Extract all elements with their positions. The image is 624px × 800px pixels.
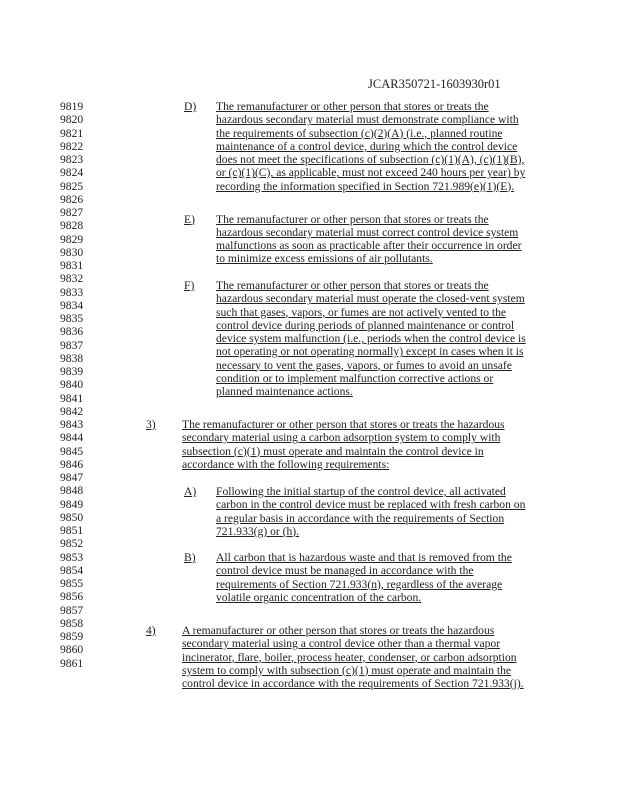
text-line: incinerator, flare, boiler, process heater, condenser, or carbon adsorption (182, 650, 517, 664)
line-number: 9825 (60, 179, 84, 193)
line-number: 9839 (60, 365, 84, 378)
line-number: 9830 (60, 245, 84, 259)
line-number: 9832 (60, 272, 84, 286)
line-number: 9858 (60, 616, 84, 630)
text-line: The remanufacturer or other person that stores or treats the (216, 100, 489, 113)
text-line: The remanufacturer or other person that stores or treats the (216, 279, 489, 292)
line-number: 9826 (60, 192, 84, 206)
line-number: 9842 (60, 404, 84, 418)
text-line: The remanufacturer or other person that stores or treats the hazardous (182, 418, 505, 431)
text-line: planned maintenance actions. (216, 385, 353, 398)
item-label-a: A) (184, 485, 197, 498)
item-label-b: B) (184, 551, 196, 564)
text-line: system to comply with subsection (c)(1) must operate and maintain the (182, 663, 512, 677)
line-number: 9829 (60, 232, 84, 246)
text-line: All carbon that is hazardous waste and that is removed from the (216, 551, 512, 564)
line-number: 9857 (60, 603, 84, 617)
text-line: A remanufacturer or other person that stores or treats the hazardous (182, 624, 495, 637)
line-number: 9823 (60, 153, 84, 166)
line-number: 9819 (60, 100, 84, 113)
line-number: 9845 (60, 444, 84, 458)
item-e-text (216, 213, 522, 266)
line-number: 9828 (60, 219, 84, 233)
text-line: such that gases, vapors, or fumes are not actively vented to the (216, 305, 507, 319)
text-line: recording the information specified in Section 721.989(e)(1)(E). (216, 179, 515, 193)
text-line: hazardous secondary material must correct control device system (216, 225, 519, 239)
line-number: 9834 (60, 298, 84, 312)
text-line: hazardous secondary material must demonstrate compliance with (216, 113, 519, 127)
text-line: secondary material using a control device other than a thermal vapor (182, 637, 501, 651)
line-number: 9841 (60, 391, 84, 405)
line-number: 9833 (60, 285, 84, 299)
item-d-text (216, 100, 525, 193)
line-number: 9854 (60, 563, 84, 577)
text-line: 721.933(g) or (h). (216, 524, 300, 538)
line-number: 9861 (60, 656, 84, 670)
line-number: 9824 (60, 166, 84, 180)
text-line: accordance with the following requirements: (182, 457, 390, 471)
line-number: 9821 (60, 126, 84, 140)
text-line: hazardous secondary material must operate the closed-vent system (216, 292, 525, 306)
text-line: condition or to implement malfunction corrective actions or (216, 371, 494, 385)
line-numbers (60, 100, 83, 670)
line-number: 9853 (60, 550, 84, 564)
item-4-text (182, 624, 524, 690)
line-number: 9838 (60, 351, 84, 365)
item-label-4: 4) (146, 624, 156, 637)
text-line: carbon in the control device must be replaced with fresh carbon on (216, 498, 526, 512)
text-line: to minimize excess emissions of air pollutants. (216, 252, 433, 266)
text-line: volatile organic concentration of the carbon. (216, 590, 422, 604)
text-line: malfunctions as soon as practicable after their occurrence in order (216, 239, 522, 252)
text-line: does not meet the specifications of subsection (c)(1)(A), (c)(1)(B), (216, 153, 525, 166)
line-number: 9852 (60, 537, 84, 551)
text-line: requirements of Section 721.933(n), regardless of the average (216, 577, 503, 591)
text-line: control device in accordance with the requirements of Section 721.933(j). (182, 677, 524, 690)
item-a-text (216, 485, 525, 538)
text-line: Following the initial startup of the control device, all activated (216, 485, 506, 498)
text-line: the requirements of subsection (c)(2)(A) (i.e., planned routine (216, 126, 503, 140)
item-3-text (182, 418, 505, 471)
text-line: not operating or not operating normally) except in cases when it is (216, 345, 524, 359)
item-label-f: F) (184, 279, 195, 292)
line-number: 9849 (60, 497, 84, 511)
text-line: control device during periods of planned maintenance or control (216, 318, 515, 332)
text-line: necessary to vent the gases, vapors, or fumes to avoid an unsafe (216, 358, 512, 372)
line-number: 9860 (60, 643, 84, 657)
line-number: 9848 (60, 484, 84, 498)
line-number: 9850 (60, 510, 84, 524)
text-line: subsection (c)(1) must operate and maintain the control device in (182, 444, 484, 458)
item-label-3: 3) (146, 418, 156, 431)
text-line: or (c)(1)(C), as applicable, must not exceed 240 hours per year) by (216, 166, 526, 180)
text-line: secondary material using a carbon adsorption system to comply with (182, 431, 501, 445)
text-line: control device must be managed in accordance with the (216, 564, 474, 578)
line-number: 9822 (60, 139, 84, 153)
line-number: 9840 (60, 378, 84, 392)
line-number: 9844 (60, 431, 84, 445)
line-number: 9856 (60, 590, 84, 604)
line-number: 9846 (60, 457, 84, 471)
text-line: The remanufacturer or other person that stores or treats the (216, 212, 489, 226)
item-f-text (216, 279, 526, 398)
line-number: 9859 (60, 630, 84, 643)
line-number: 9837 (60, 338, 84, 352)
document-id-header: JCAR350721-1603930r01 (368, 77, 501, 91)
text-line: maintenance of a control device, during which the control device (216, 139, 518, 153)
item-label-d: D) (184, 100, 197, 113)
line-number: 9827 (60, 206, 84, 219)
line-number: 9820 (60, 113, 84, 127)
line-number: 9831 (60, 259, 84, 272)
line-number: 9843 (60, 418, 84, 431)
line-number: 9855 (60, 577, 84, 590)
item-label-e: E) (184, 212, 195, 226)
line-number: 9835 (60, 312, 84, 325)
line-number: 9851 (60, 524, 84, 537)
text-line: a regular basis in accordance with the requirements of Section (216, 511, 505, 525)
line-number: 9836 (60, 325, 84, 339)
item-b-text (216, 551, 512, 604)
line-number: 9847 (60, 471, 84, 484)
text-line: device system malfunction (i.e., periods when the control device is (216, 332, 526, 345)
